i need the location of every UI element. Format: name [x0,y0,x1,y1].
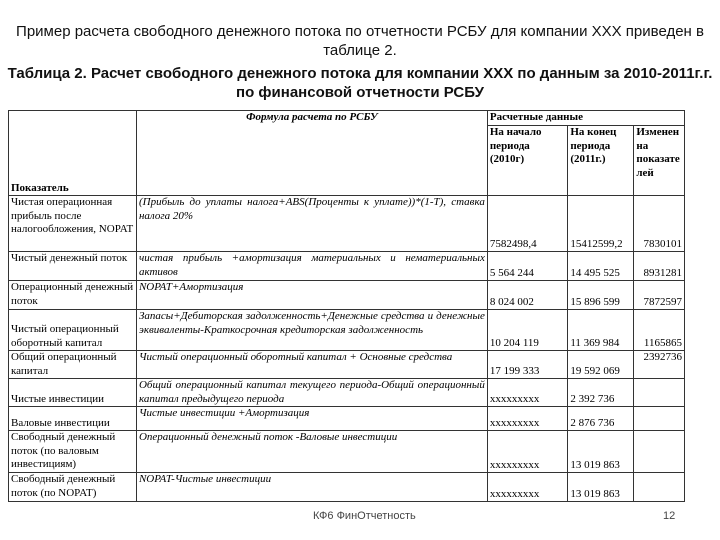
row-end: 13 019 863 [568,473,634,502]
row-change [634,379,685,407]
row-label: Валовые инвестиции [9,407,137,431]
table-row [9,379,685,407]
row-formula: Чистые инвестиции +Амортизация [136,407,487,431]
row-formula: NOPAT+Амортизация [136,281,487,310]
row-end: 11 369 984 [568,310,634,351]
row-formula: Чистый операционный оборотный капитал + Основные средства [136,351,487,379]
row-label: Свободный денежный поток (по валовым инвестициям) [9,431,137,473]
slide-heading [0,22,720,102]
row-formula: Запасы+Дебиторская задолженность+Денежные средства и денежные эквиваленты-Краткосрочная кредиторская задолженность [136,310,487,351]
table-row [9,473,685,502]
footer-text: КФ6 ФинОтчетность [313,510,416,522]
table-row [9,252,685,281]
row-label: Свободный денежный поток (по NOPAT) [9,473,137,502]
row-start: xxxxxxxxx [487,407,567,431]
row-start: 17 199 333 [487,351,567,379]
row-start: 10 204 119 [487,310,567,351]
row-change [634,431,685,473]
row-start: xxxxxxxxx [487,379,567,407]
row-start: 8 024 002 [487,281,567,310]
row-start: 5 564 244 [487,252,567,281]
row-start: xxxxxxxxx [487,473,567,502]
row-label: Общий операционный капитал [9,351,137,379]
row-end: 14 495 525 [568,252,634,281]
row-label: Чистая операционная прибыль после налогообложения, NOPAT [9,196,137,252]
row-change: 2392736 [634,351,685,379]
row-end: 2 392 736 [568,379,634,407]
row-formula: чистая прибыль +амортизация материальных и нематериальных активов [136,252,487,281]
header-end: На конец периода (2011г.) [568,126,634,196]
row-change: 1165865 [634,310,685,351]
header-start: На начало периода (2010г) [487,126,567,196]
row-end: 2 876 736 [568,407,634,431]
page-number: 12 [663,510,676,522]
table-caption: Таблица 2. Расчет свободного денежного потока для компании XXX по данным за 2010-2011г.г. по финансовой отчетности РСБУ [7,65,713,101]
header-data: Расчетные данные [487,111,684,126]
table-row [9,351,685,379]
header-indicator: Показатель [9,111,137,196]
row-end: 19 592 069 [568,351,634,379]
table-row [9,431,685,473]
row-change: 7872597 [634,281,685,310]
row-start: 7582498,4 [487,196,567,252]
table-row [9,407,685,431]
row-label: Операционный денежный поток [9,281,137,310]
row-end: 13 019 863 [568,431,634,473]
row-formula: Общий операционный капитал текущего периода-Общий операционный капитал предыдущего периода [136,379,487,407]
row-label: Чистый операционный оборотный капитал [9,310,137,351]
row-formula: Операционный денежный поток -Валовые инвестиции [136,431,487,473]
header-change: Изменен на показате лей [634,126,685,196]
table-row [9,310,685,351]
row-label: Чистый денежный поток [9,252,137,281]
row-formula: (Прибыль до уплаты налога+ABS(Проценты к уплате))*(1-T), ставка налога 20% [136,196,487,252]
row-start: xxxxxxxxx [487,431,567,473]
row-change: 8931281 [634,252,685,281]
fcf-table [8,110,685,502]
table-row [9,196,685,252]
row-change: 7830101 [634,196,685,252]
row-end: 15412599,2 [568,196,634,252]
row-change [634,473,685,502]
header-formula: Формула расчета по РСБУ [136,111,487,196]
table-row [9,281,685,310]
row-formula: NOPAT-Чистые инвестиции [136,473,487,502]
row-end: 15 896 599 [568,281,634,310]
row-change [634,407,685,431]
row-label: Чистые инвестиции [9,379,137,407]
intro-text: Пример расчета свободного денежного потока по отчетности РСБУ для компании XXX приведен в таблице 2. [16,23,704,59]
